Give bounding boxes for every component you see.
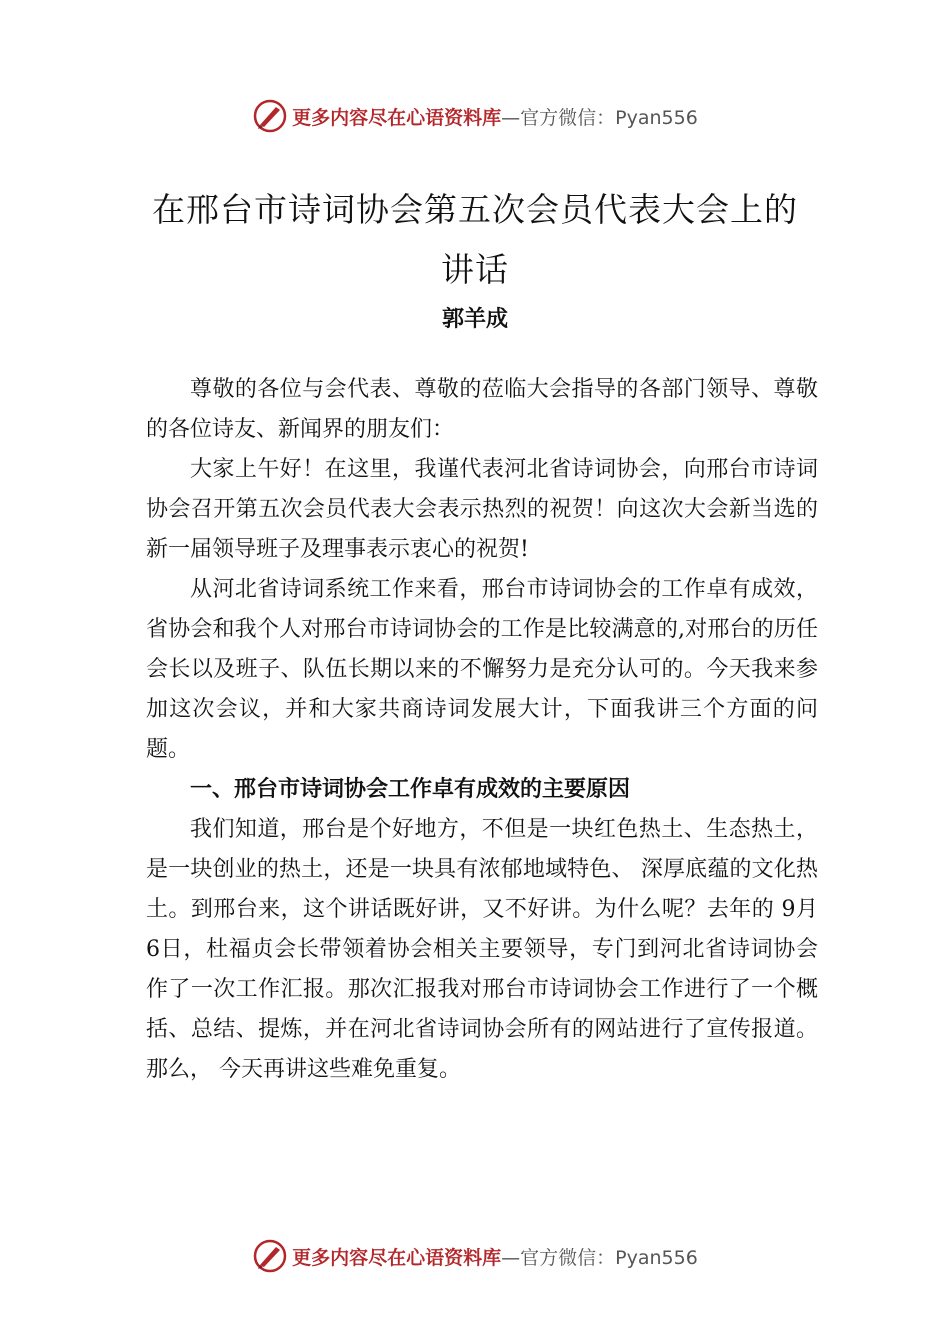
section-heading: 一、邢台市诗词协会工作卓有成效的主要原因 [190,777,631,802]
banner-promo-text: 更多内容尽在心语资料库 [292,106,502,129]
greeting-paragraph: 尊敬的各位与会代表、尊敬的莅临大会指导的各部门领导、尊敬的各位诗友、新闻界的朋友们： [146,377,818,442]
pen-logo-icon [252,1238,288,1274]
banner-contact-text: —官方微信：Pyan556 [501,106,698,129]
body-paragraph: 从河北省诗词系统工作来看，邢台市诗词协会的工作卓有成效，省协会和我个人对邢台市诗词协会的工作是比较满意的,对邢台的历任会长以及班子、队伍长期以来的不懈努力是充分认可的。今天我来参加这次会议，并和大家共商诗词发展大计，下面我讲三个方面的问题。 [146,577,818,762]
document-author: 郭羊成 [441,306,508,332]
footer-watermark-banner [0,1234,950,1278]
section-paragraph: 我们知道，邢台是个好地方，不但是一块红色热土、生态热土，是一块创业的热土，还是一块具有浓郁地域特色、 深厚底蕴的文化热土。到邢台来，这个讲话既好讲，又不好讲。为什么呢？去年的 9月 6日，杜福贞会长带领着协会相关主要领导，专门到河北省诗词协会作了一次工作汇报。那次汇报我对邢台市诗词协会工作进行了一个概括、总结、提炼，并在河北省诗词协会所有的网站进行了宣传报道。那么， 今天再讲这些难免重复。 [146,817,818,1082]
document-body [146,370,818,1090]
banner-contact-text: —官方微信：Pyan556 [501,1246,698,1269]
document-title: 在邢台市诗词协会第五次会员代表大会上的讲话 [152,190,798,289]
header-watermark-banner [0,94,950,138]
banner-promo-text: 更多内容尽在心语资料库 [292,1246,502,1269]
body-paragraph: 大家上午好！在这里，我谨代表河北省诗词协会，向邢台市诗词协会召开第五次会员代表大会表示热烈的祝贺！向这次大会新当选的新一届领导班子及理事表示衷心的祝贺! [146,457,818,562]
pen-logo-icon [252,98,288,134]
